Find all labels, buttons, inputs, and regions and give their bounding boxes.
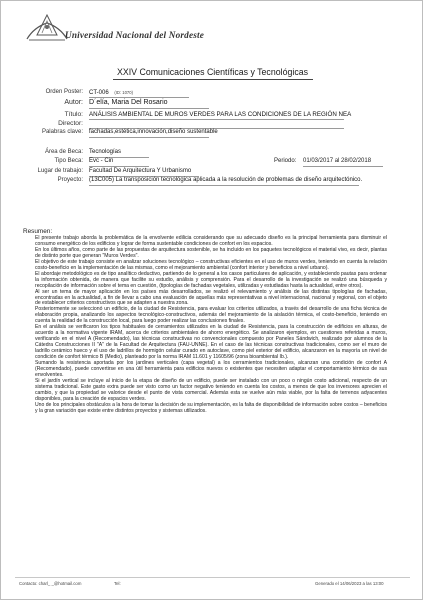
area-value: Tecnologías bbox=[89, 149, 122, 155]
orden-value: CT-006 bbox=[89, 90, 109, 96]
separator bbox=[89, 137, 209, 138]
separator bbox=[89, 108, 209, 109]
separator bbox=[89, 185, 359, 186]
orden-id: (ID: 1070) bbox=[114, 90, 133, 95]
resumen-paragraph: El abordaje metodológico es de tipo analítico deductivo, partiendo de lo general a los casos particulares de aplicación, y estableciendo pautas para ordenar la información obtenida, de manera que facilite su estudio, análisis y comprensión. Para el desarrollo de la investigación se realizó una búsqueda y recopilación de información sobre el tema en cuestión, (tipologías de fachadas vegetales, utilizadas y estudiadas hasta la actualidad, entre otros). bbox=[35, 270, 387, 289]
resumen-paragraph: Al ser un tema de mayor aplicación en los países más desarrollados, se realizó el relevamiento y análisis de las distintas tipologías de fachadas, encontradas en la actualidad, a fin de llevar a cabo una evaluación de aquellas más representativas a nivel internacional, nacional y regional, con el objeto de establecer criterios constructivos que se adapten a nuestra zona. bbox=[35, 288, 387, 307]
resumen-body bbox=[35, 236, 387, 415]
resumen-paragraph: Sumando la resistencia aportada por los jardines verticales (capa vegetal) a los cerramientos tradicionales, alcanzan una condición de confort A (Recomendado), puede convertirse en una útil herramienta para edificios nuevos o existentes que necesiten adaptar el comportamiento térmico de sus envolventes. bbox=[35, 360, 387, 378]
university-seal-logo bbox=[23, 9, 71, 43]
resumen-paragraph: El objetivo de este trabajo consiste en analizar soluciones tecnológico – constructivas eficientes en el uso de muros verdes, teniendo en cuenta la relación costo-beneficio en la implementación de las mismas, como el mejoramiento ambiental (confort interior y beneficios a nivel urbano). bbox=[35, 258, 387, 271]
resumen-paragraph: Uno de los principales obstáculos a la hora de tomar la decisión de su implementación, es la falta de disponibilidad de información sobre costos – beneficios y la gran variación que existe entre distintos proyectos y sistemas utilizados. bbox=[35, 401, 387, 414]
periodo-label: Periodo: bbox=[274, 158, 297, 164]
director-label: Director: bbox=[58, 120, 83, 127]
autor-label: Autor: bbox=[64, 99, 83, 106]
footer-contact: Contacto: charl_ _@hotmail.com bbox=[19, 581, 82, 586]
congress-title: XXIV Comunicaciones Científicas y Tecnológicas bbox=[116, 67, 309, 77]
autor-value: D´elía, Maria Del Rosario bbox=[89, 99, 168, 106]
lugar-label: Lugar de trabajo: bbox=[37, 168, 83, 174]
periodo-value: 01/03/2017 al 28/02/2018 bbox=[303, 158, 372, 164]
palabras-value: fachadas,estética,innovación,diseño sustentable bbox=[89, 129, 218, 135]
palabras-label: Palabras clave: bbox=[41, 129, 83, 135]
tipo-label: Tipo Beca: bbox=[54, 158, 83, 164]
area-label: Área de Beca: bbox=[44, 149, 83, 155]
footer-tel: Tel: bbox=[114, 581, 121, 586]
separator bbox=[303, 166, 383, 167]
orden-label: Orden Poster: bbox=[45, 89, 83, 95]
titulo-label: Título: bbox=[64, 111, 83, 118]
titulo-value: ANÁLISIS AMBIENTAL DE MUROS VERDES PARA LAS CONDICIONES DE LA REGIÓN NEA bbox=[89, 111, 352, 118]
footer-generated: Generado el 14/06/2023 a las 13:00 bbox=[315, 581, 384, 586]
orden-value-group bbox=[89, 89, 133, 97]
resumen-paragraph: El presente trabajo aborda la problemática de la envolvente edilicia considerando que su adecuado diseño es la principal herramienta para disminuir el consumo energético de los edificios y lograr de forma sustentable condiciones de confort en los espacios. bbox=[35, 235, 387, 247]
footer-rule bbox=[15, 577, 410, 578]
resumen-paragraph: En los últimos años, como parte de las propuestas de arquitectura sostenible, se ha incluido en los paquetes tecnológicos el material vivo, es decir, plantas de distinto porte que generan "Muros Verdes". bbox=[35, 246, 387, 259]
resumen-title: Resumen: bbox=[23, 228, 53, 235]
resumen-paragraph: En el análisis se verificaron los tipos habituales de cerramientos utilizados en la ciudad de Resistencia, para la construcción de edificios en alturas, de acuerdo a la normativa vigente IRAM, acerca de criterios ambientales de ahorro energético. Se analizaron ejemplos, en cuestiones referidas a muros, verificando en el nivel A (Recomendado), las técnicas constructivas no convencionales compuesto por Paneles Sándwich, realizado por alumnos de la Cátedra Construcciones II "A" de la Facultad de Arquitectura (FAU-UNNE). En el caso de las técnicas constructivas tradicionales, como ser el muro de ladrillo cerámico hueco y el uso de ladrillos de hormigón celular curado en autoclave, como piel exterior del edificio, alcanzaron en la mayoría un nivel de condición de confort térmico B (Medio), planteado por la norma IRAM 11.601 y 11605/96 (zona bioambiental Ib.). bbox=[35, 324, 387, 361]
tipo-value: Evc - Cin bbox=[89, 158, 114, 164]
resumen-paragraph: Si el jardín vertical se incluye al inicio de la etapa de diseño de un edificio, puede ser instalado con un poco o ningún costo adicional, respecto de un sistema tradicional. Este gasto extra puede ser visto como un factor negativo teniendo en cuenta los costos, a menos de que los inversores aprecien el cambio, y que la propiedad se valorice desde el punto de vista comercial. Además esta se vuelve aún más viable, por la falta de terrenos adyacentes disponibles, para la creación de espacios verdes. bbox=[35, 377, 387, 402]
university-name: Universidad Nacional del Nordeste bbox=[65, 30, 205, 40]
separator bbox=[89, 119, 344, 120]
title-underline bbox=[113, 79, 313, 80]
separator bbox=[89, 97, 189, 98]
proyecto-label: Proyecto: bbox=[57, 177, 83, 183]
proyecto-value: (13C005) La transposición tecnológica aplicada a la resolución de problemas de diseño arquitectónico. bbox=[89, 177, 363, 183]
resumen-paragraph: Posteriormente se seleccionó un edificio, de la ciudad de Resistencia, para evaluar los criterios utilizados, a través del desarrollo de una ficha técnica de elaboración propia, analizando los aspectos tecnológico-constructivos, además del mejoramiento de la aislación térmica, el costo-beneficio, teniendo en cuenta la realidad de la construcción local, para luego poder realizar las conclusiones finales. bbox=[35, 306, 387, 325]
university-header bbox=[23, 9, 204, 43]
lugar-value: Facultad De Arquitectura Y Urbanismo bbox=[89, 168, 192, 174]
separator bbox=[89, 166, 149, 167]
